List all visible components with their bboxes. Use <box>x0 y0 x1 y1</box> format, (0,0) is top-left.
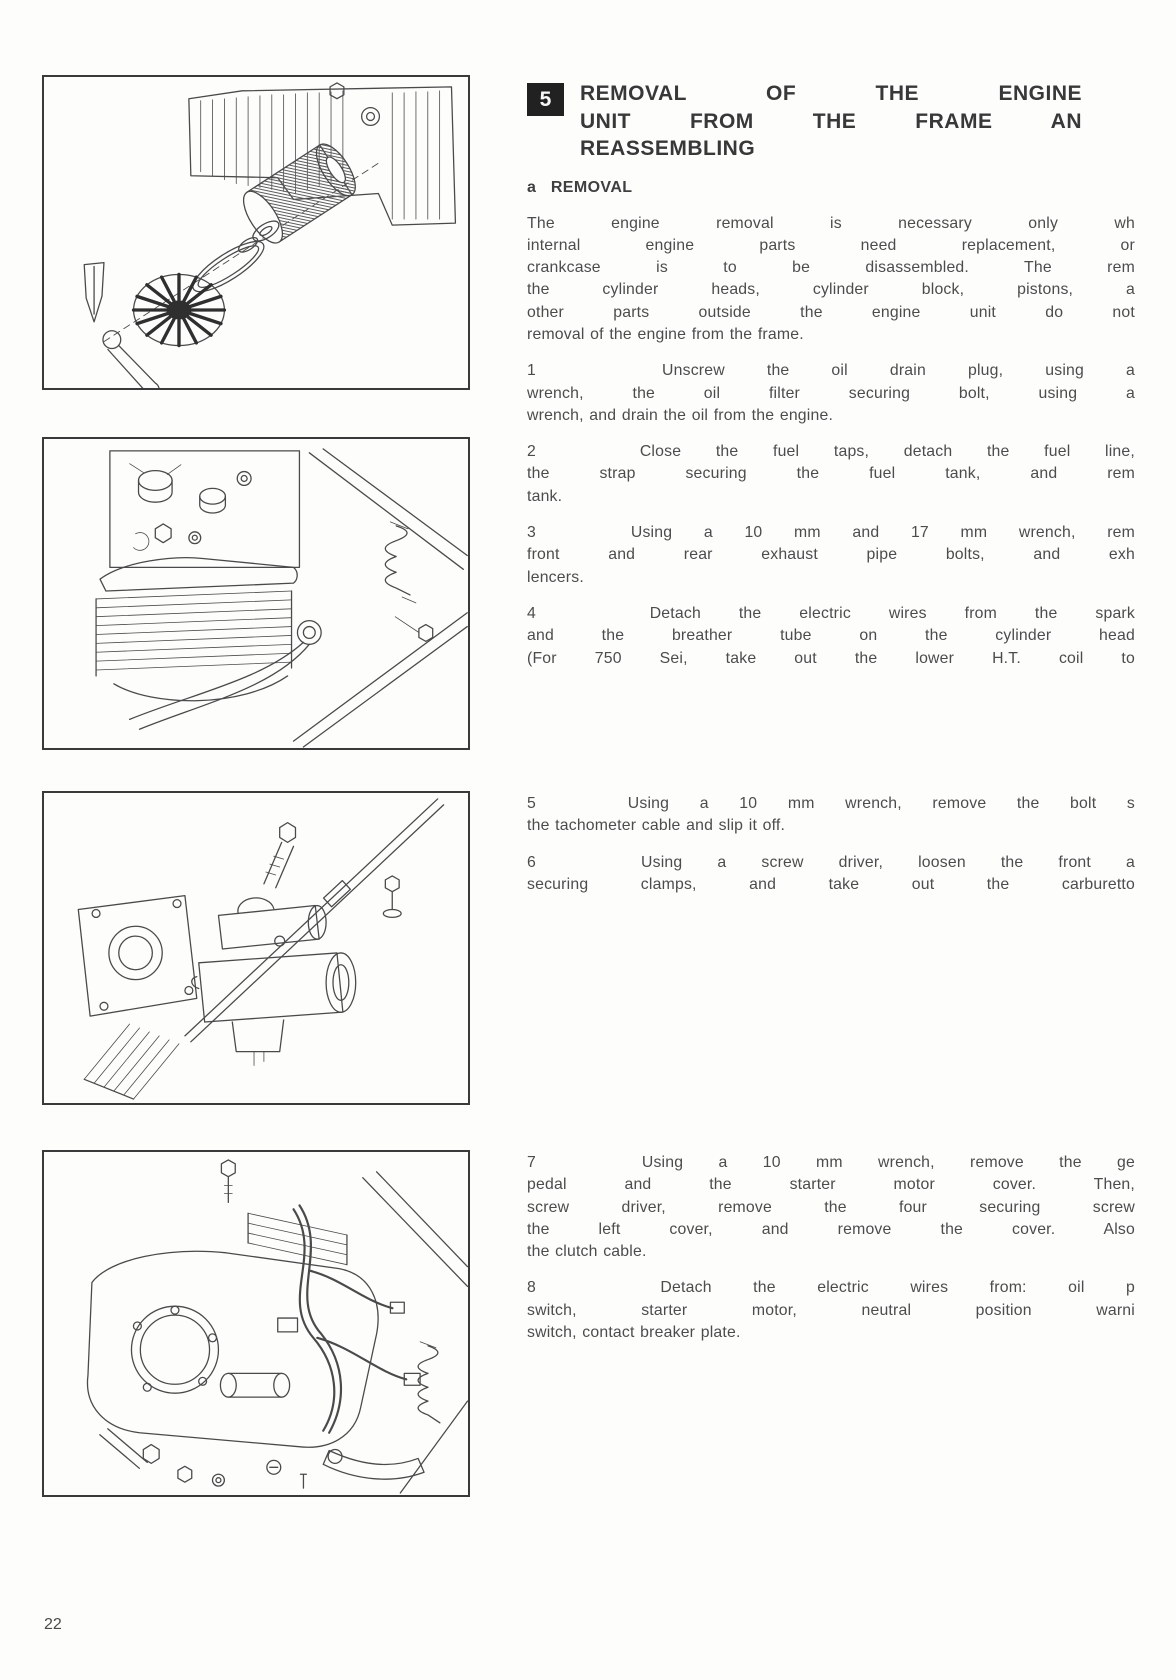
step-6 <box>527 852 1135 897</box>
cylinder-head-illustration <box>44 439 468 748</box>
text-line: the clutch cable. <box>527 1243 647 1261</box>
exhaust-flange <box>100 1429 147 1469</box>
bolt-with-washer <box>383 876 401 917</box>
step-8 <box>527 1277 1135 1344</box>
carburettor-illustration <box>44 793 468 1103</box>
washer <box>236 235 260 255</box>
cylinder-fins <box>84 1024 179 1099</box>
step-4 <box>527 603 1135 670</box>
oil-pressure-switch <box>278 1318 298 1332</box>
text-line: 2 Close the fuel taps, detach the fuel line, <box>527 443 1135 461</box>
cylinder-fins <box>96 591 291 676</box>
bolt <box>221 1160 235 1203</box>
oil-filter-illustration <box>44 77 468 388</box>
spring <box>385 522 416 603</box>
fasteners <box>143 1445 306 1488</box>
text-line: 8 Detach the electric wires from: oil p <box>527 1279 1135 1297</box>
figure-carburettor-and-tachometer-cable-removal <box>42 791 470 1105</box>
text-line: switch, contact breaker plate. <box>527 1324 741 1342</box>
frame-tubes <box>363 1172 468 1493</box>
text-line: and the breather tube on the cylinder head <box>527 627 1135 645</box>
bolt <box>330 83 344 99</box>
securing-bolt <box>264 823 296 888</box>
section-title <box>580 80 1082 163</box>
text-line: the tachometer cable and slip it off. <box>527 817 786 835</box>
exhaust-pipe <box>130 642 310 729</box>
figure-cylinder-head-exhaust-and-fuel-tap-details <box>42 437 470 750</box>
text-line: 3 Using a 10 mm and 17 mm wrench, rem <box>527 524 1135 542</box>
text-line: internal engine parts need replacement, or <box>527 236 1135 254</box>
exhaust-port <box>297 621 321 645</box>
text-line: The engine removal is necessary only wh <box>527 214 1135 232</box>
text-line: crankcase is to be disassembled. The rem <box>527 259 1135 277</box>
text-line: wrench, and drain the oil from the engine. <box>527 406 834 424</box>
crankcase-top <box>114 676 288 701</box>
text-line: front and rear exhaust pipe bolts, and exh <box>527 546 1135 564</box>
text-line: 7 Using a 10 mm wrench, remove the ge <box>527 1154 1135 1171</box>
text-line: (For 750 Sei, take out the lower H.T. coil to <box>527 649 1135 667</box>
wiring-harness <box>294 1205 421 1432</box>
text-line: 4 Detach the electric wires from the spark <box>527 604 1135 622</box>
chapter-number-badge: 5 <box>527 83 564 116</box>
section-header <box>527 80 1135 163</box>
step-2 <box>527 441 1135 508</box>
step-7 <box>527 1152 1135 1263</box>
text-block-3 <box>527 1152 1135 1358</box>
wrench <box>103 331 159 388</box>
section-title-line: UNIT FROM THE FRAME AN <box>580 109 1082 133</box>
text-line: lencers. <box>527 568 584 586</box>
text-line: the left cover, and remove the cover. Also <box>527 1220 1135 1238</box>
text-line: tank. <box>527 487 563 505</box>
text-line: wrench, the oil filter securing bolt, using a <box>527 384 1135 402</box>
engine-left-side-illustration <box>44 1152 468 1495</box>
text-line: the strap securing the fuel tank, and rem <box>527 465 1135 483</box>
carburettor-upper <box>218 898 326 949</box>
starter-motor <box>220 1373 289 1397</box>
fuel-tap-parts <box>130 464 251 551</box>
finned-filter-cover <box>134 274 225 345</box>
step-1 <box>527 360 1135 427</box>
text-line: pedal and the starter motor cover. Then, <box>527 1176 1135 1194</box>
text-line: securing clamps, and take out the carburetto <box>527 875 1135 893</box>
step-3 <box>527 522 1135 589</box>
figure-left-side-engine-wiring-and-covers <box>42 1150 470 1497</box>
starter-motor-cover <box>131 1306 218 1393</box>
subsection-heading: a REMOVAL <box>527 178 633 196</box>
text-block-2 <box>527 793 1135 910</box>
intro-paragraph <box>527 213 1135 347</box>
bolt <box>395 617 433 642</box>
step-5 <box>527 793 1135 838</box>
cylinder-head <box>78 896 196 1016</box>
text-line: switch, starter motor, neutral position warni <box>527 1301 1135 1319</box>
drain-plug <box>84 263 104 322</box>
text-line: 5 Using a 10 mm wrench, remove the bolt s <box>527 795 1135 812</box>
gear-pedal <box>323 1450 424 1480</box>
tachometer-cable <box>185 799 444 1042</box>
text-line: 6 Using a screw driver, loosen the front a <box>527 853 1135 871</box>
text-line: the cylinder heads, cylinder block, pistons, a <box>527 281 1135 299</box>
text-line: removal of the engine from the frame. <box>527 325 804 343</box>
section-title-line: REMOVAL OF THE ENGINE <box>580 82 1082 105</box>
text-line: other parts outside the engine unit do not <box>527 303 1135 321</box>
frame-tubes <box>294 449 468 747</box>
section-title-line: REASSEMBLING <box>580 137 756 160</box>
page-number: 22 <box>44 1616 62 1633</box>
spring <box>418 1342 440 1423</box>
figure-oil-filter-and-drain-plug-exploded-view <box>42 75 470 390</box>
cylinder-fins <box>248 1213 347 1264</box>
valve-cover <box>100 558 297 591</box>
o-ring <box>187 233 271 300</box>
text-line: screw driver, remove the four securing screw <box>527 1198 1135 1216</box>
text-block-1 <box>527 80 1135 684</box>
text-line: 1 Unscrew the oil drain plug, using a <box>527 362 1135 380</box>
